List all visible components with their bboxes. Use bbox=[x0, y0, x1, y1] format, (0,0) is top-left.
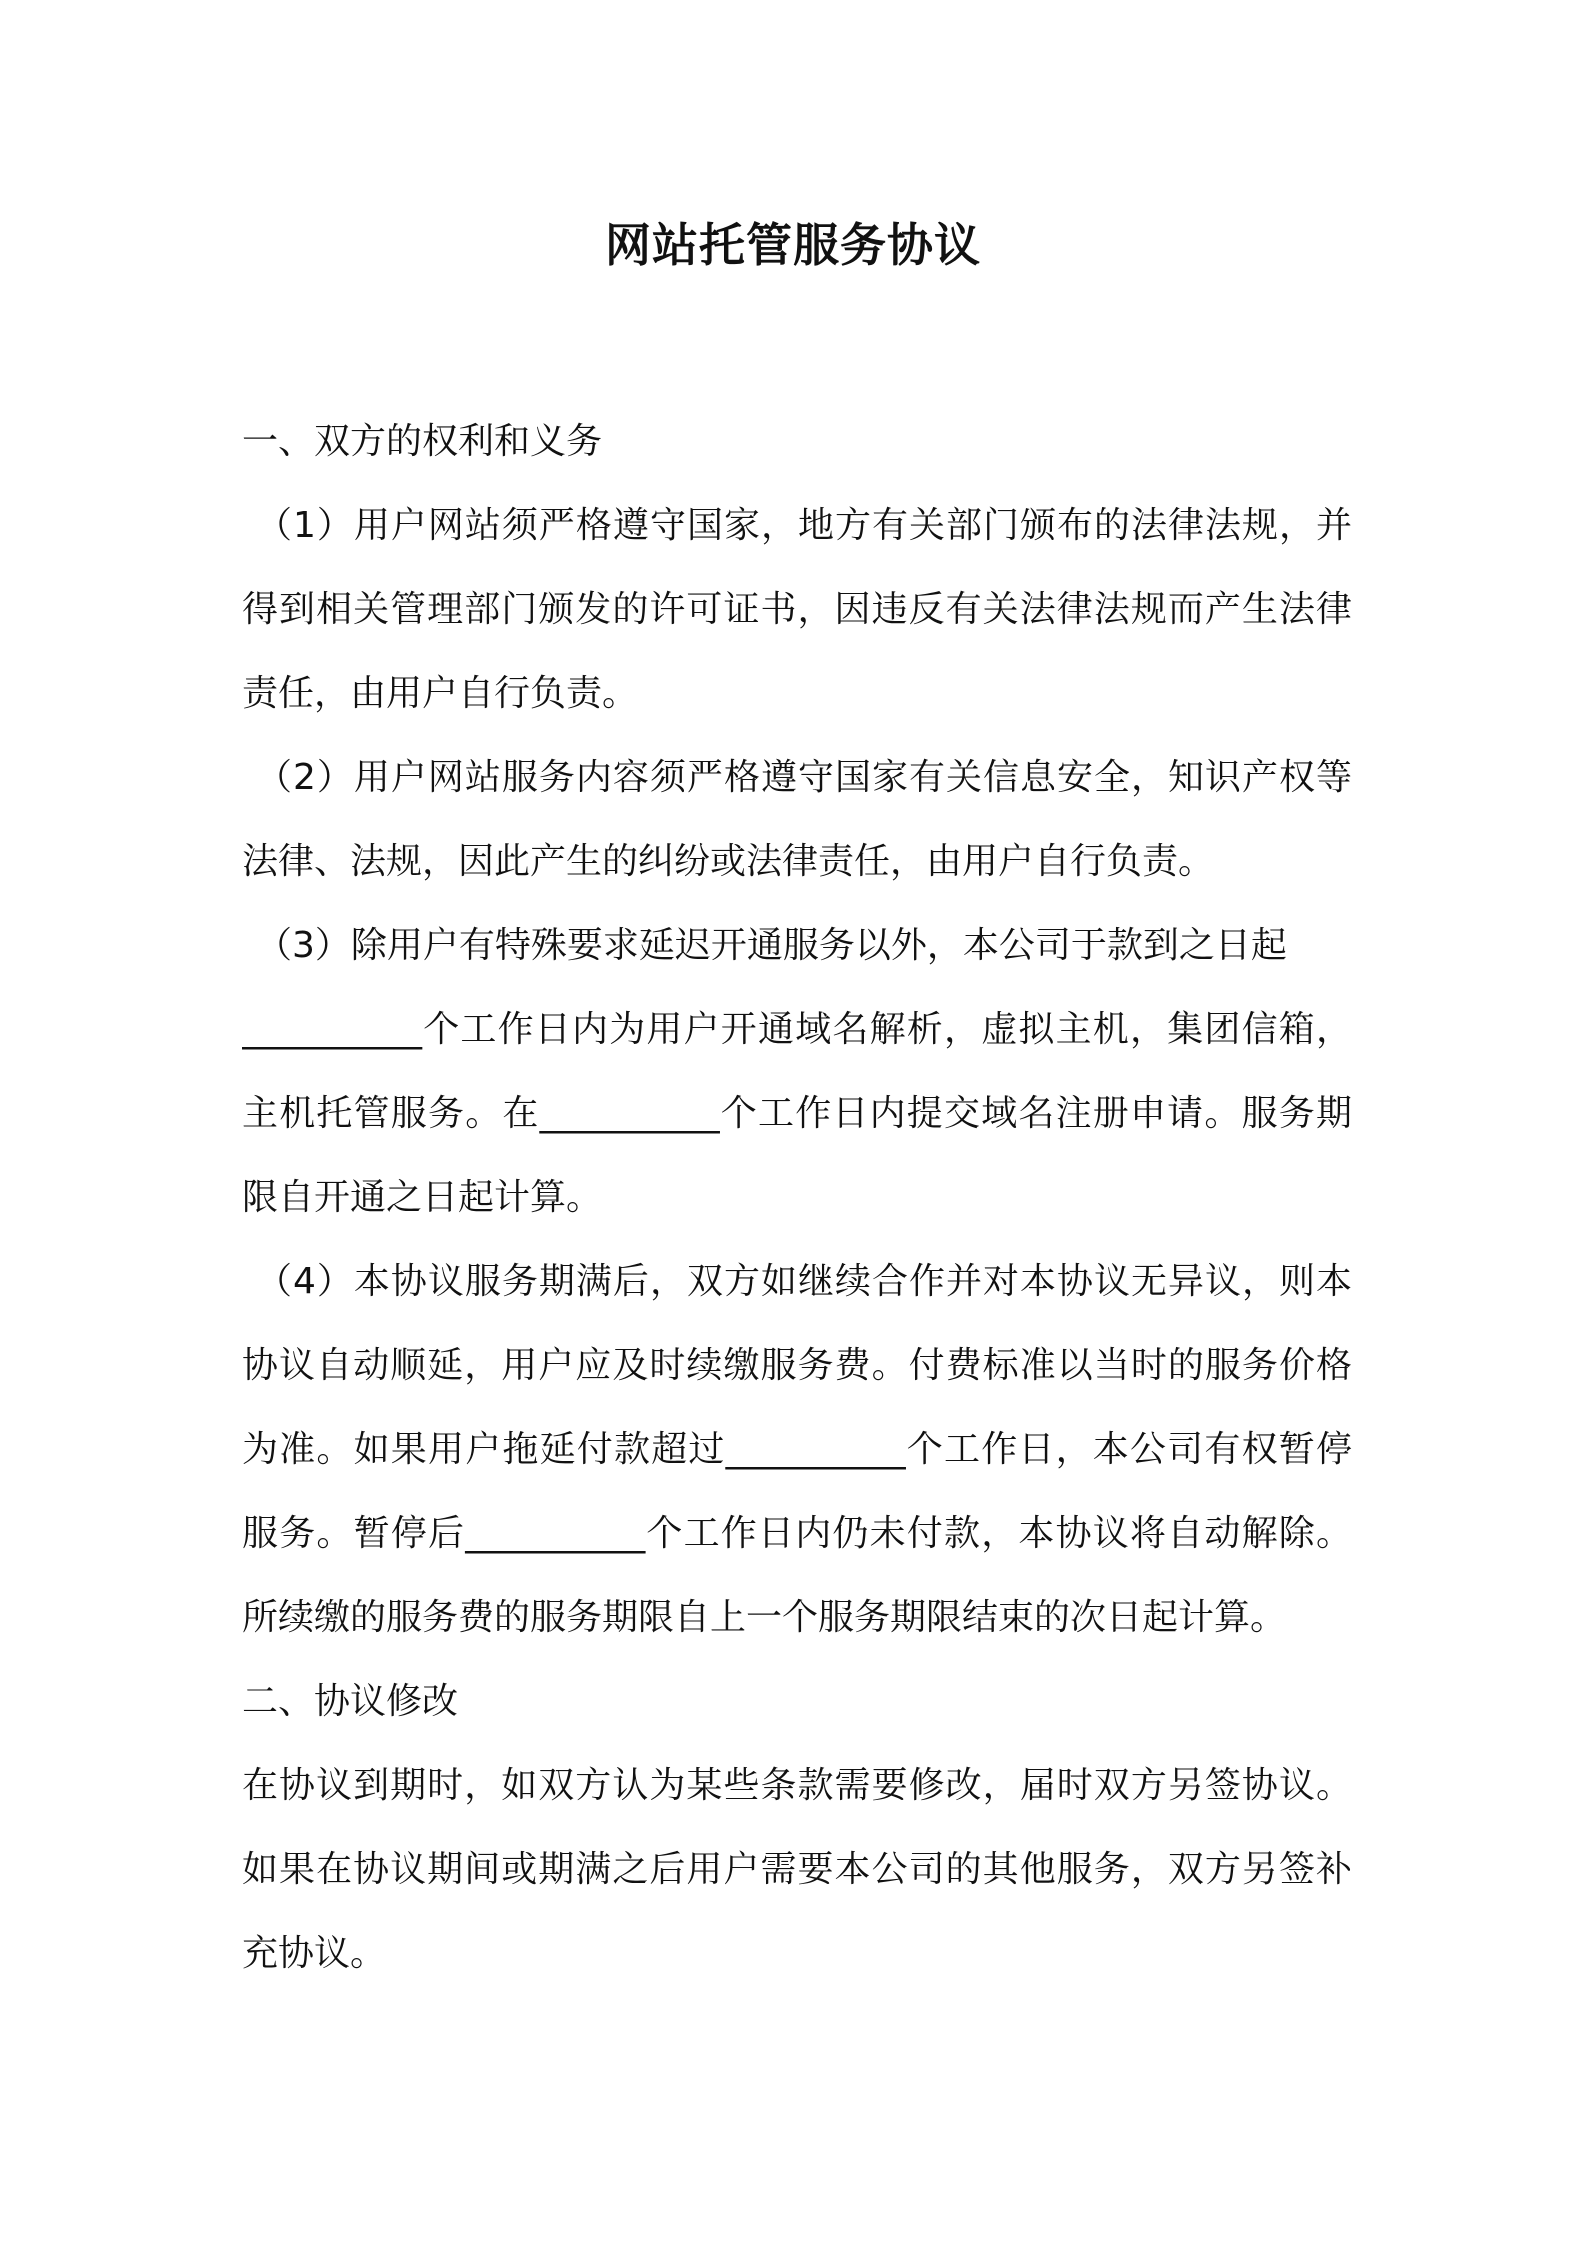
section-heading-rights: 一、双方的权利和义务 bbox=[242, 421, 603, 462]
clause-4-line-2: 协议自动顺延，用户应及时续缴服务费。付费标准以当时的服务价格 bbox=[242, 1345, 1352, 1386]
clause-3-line-2: __________个工作日内为用户开通域名解析，虚拟主机，集团信箱， bbox=[242, 1009, 1352, 1050]
clause-2-line-2: 法律、法规，因此产生的纠纷或法律责任，由用户自行负责。 bbox=[242, 841, 1215, 882]
amendment-line-2: 如果在协议期间或期满之后用户需要本公司的其他服务，双方另签补 bbox=[242, 1849, 1352, 1890]
clause-3-line-3: 主机托管服务。在__________个工作日内提交域名注册申请。服务期 bbox=[242, 1093, 1352, 1134]
document-title: 网站托管服务协议 bbox=[605, 218, 981, 272]
amendment-line-1: 在协议到期时，如双方认为某些条款需要修改，届时双方另签协议。 bbox=[242, 1765, 1352, 1806]
clause-4-line-1: （4）本协议服务期满后，双方如继续合作并对本协议无异议，则本 bbox=[256, 1261, 1352, 1302]
clause-3-line-1: （3）除用户有特殊要求延迟开通服务以外，本公司于款到之日起 bbox=[256, 925, 1287, 966]
section-heading-amendment: 二、协议修改 bbox=[242, 1681, 459, 1722]
clause-1-line-1: （1）用户网站须严格遵守国家，地方有关部门颁布的法律法规，并 bbox=[256, 505, 1352, 546]
clause-1-line-2: 得到相关管理部门颁发的许可证书，因违反有关法律法规而产生法律 bbox=[242, 589, 1352, 630]
amendment-line-3: 充协议。 bbox=[242, 1933, 387, 1974]
clause-4-line-4: 服务。暂停后__________个工作日内仍未付款，本协议将自动解除。 bbox=[242, 1513, 1352, 1554]
clause-4-line-3: 为准。如果用户拖延付款超过__________个工作日，本公司有权暂停 bbox=[242, 1429, 1352, 1470]
clause-3-line-4: 限自开通之日起计算。 bbox=[242, 1177, 603, 1218]
clause-2-line-1: （2）用户网站服务内容须严格遵守国家有关信息安全，知识产权等 bbox=[256, 757, 1352, 798]
document-body bbox=[242, 400, 1352, 1996]
clause-1-line-3: 责任，由用户自行负责。 bbox=[242, 673, 639, 714]
clause-4-line-5: 所续缴的服务费的服务期限自上一个服务期限结束的次日起计算。 bbox=[242, 1597, 1287, 1638]
